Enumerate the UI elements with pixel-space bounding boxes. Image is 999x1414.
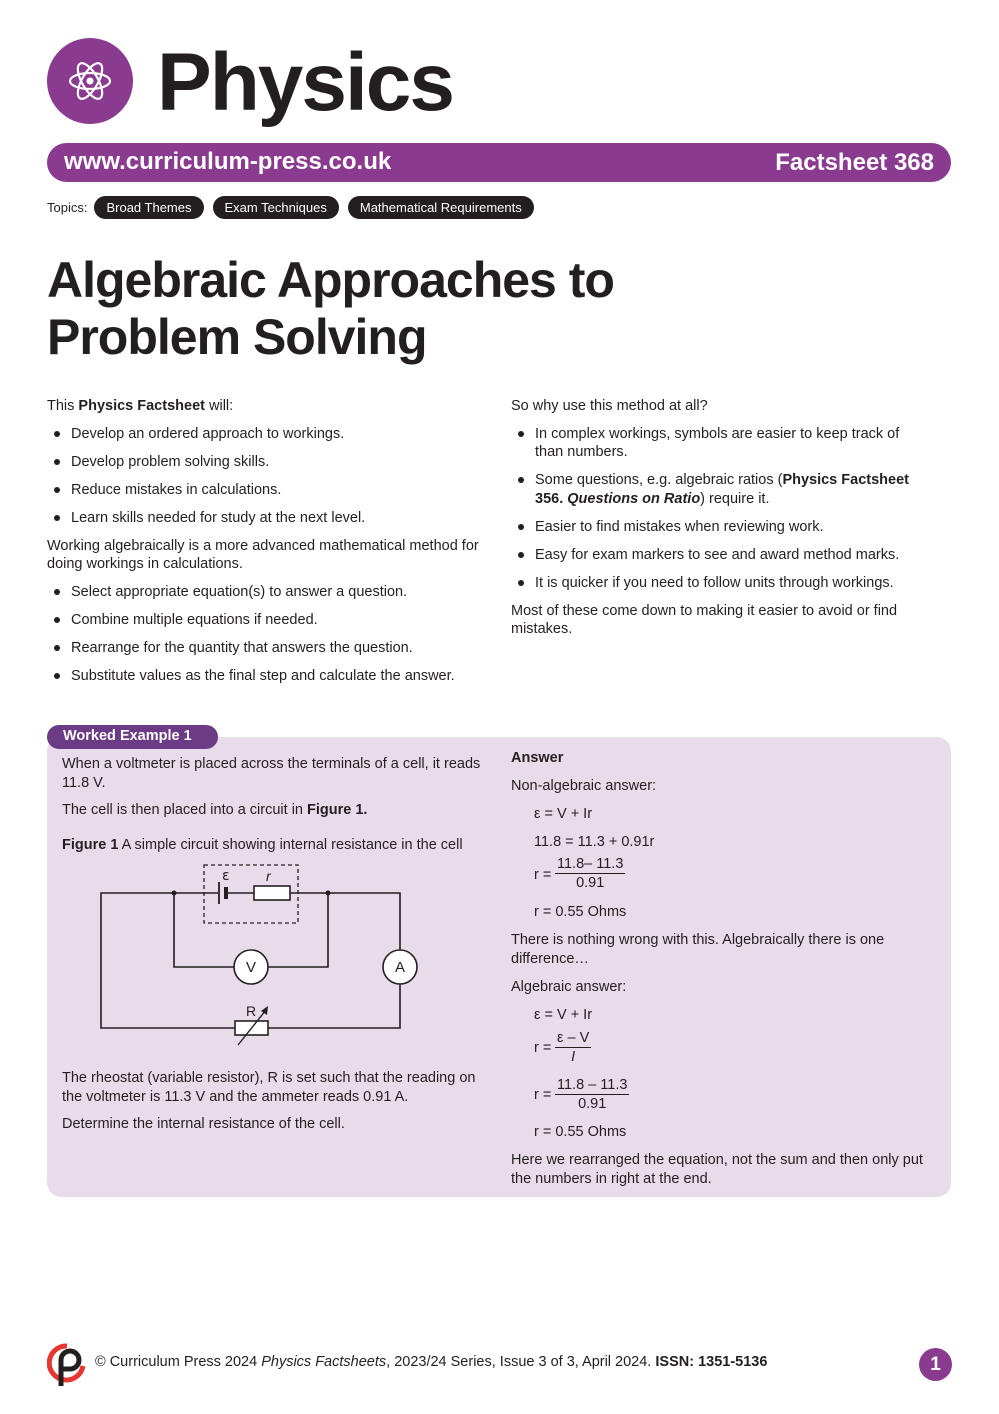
list-item: Easier to find mistakes when reviewing work.: [511, 518, 931, 537]
topic-pill[interactable]: Exam Techniques: [213, 196, 339, 219]
list-item: It is quicker if you need to follow units through workings.: [511, 574, 931, 593]
subject-title: Physics: [157, 37, 453, 128]
fraction-numerator: 11.8 – 11.3: [557, 1077, 628, 1093]
list-item: Substitute values as the final step and calculate the answer.: [47, 667, 492, 686]
list-item: Some questions, e.g. algebraic ratios (Physics Factsheet 356. Questions on Ratio) require it.: [511, 471, 931, 508]
list-item: Learn skills needed for study at the next level.: [47, 509, 492, 528]
intro-lead: This Physics Factsheet will:: [47, 398, 234, 414]
equation-1: ε = V + Ir: [534, 806, 593, 822]
emf-label: ε: [222, 868, 230, 884]
equation-3-lhs: r =: [534, 867, 552, 883]
nonalgebraic-label: Non-algebraic answer:: [511, 778, 657, 794]
worked-example-task: [62, 1069, 492, 1143]
list-item: Easy for exam markers to see and award method marks.: [511, 546, 931, 565]
comment-paragraph: There is nothing wrong with this. Algebraically there is one difference…: [511, 932, 885, 967]
physics-logo: [47, 38, 133, 124]
fraction-denominator: 0.91: [576, 875, 605, 891]
list-item: In complex workings, symbols are easier to keep track of than numbers.: [511, 425, 931, 462]
fraction-numerator: ε – V: [557, 1030, 590, 1046]
aims-list: [47, 425, 492, 528]
equation-6-lhs: r =: [534, 1040, 552, 1056]
list-item: Select appropriate equation(s) to answer a question.: [47, 583, 492, 602]
rheostat-label: R: [246, 1003, 257, 1019]
steps-list: [47, 583, 492, 686]
list-item: Develop an ordered approach to workings.: [47, 425, 492, 444]
worked-example-question: [62, 755, 492, 863]
equation-5: ε = V + Ir: [534, 1007, 593, 1023]
equation-7-fraction: [555, 1077, 629, 1112]
equation-8: r = 0.55 Ohms: [534, 1124, 627, 1140]
header-band: [47, 143, 951, 182]
website-link[interactable]: www.curriculum-press.co.uk: [64, 148, 392, 175]
equation-3-fraction: [555, 856, 625, 891]
topics-label: Topics:: [47, 200, 88, 215]
ammeter-label: A: [394, 959, 406, 976]
worked-example-tab: Worked Example 1: [47, 725, 218, 749]
equation-2: 11.8 = 11.3 + 0.91r: [534, 834, 655, 850]
figure-caption: Figure 1 A simple circuit showing internal resistance in the cell: [62, 836, 463, 853]
list-item: Reduce mistakes in calculations.: [47, 481, 492, 500]
intro-left-column: [47, 397, 492, 695]
factsheet-number: Factsheet 368: [775, 149, 934, 176]
topic-pill[interactable]: Mathematical Requirements: [348, 196, 534, 219]
internal-r-label: r: [266, 868, 271, 884]
internal-resistor: [254, 886, 290, 900]
atom-icon: [66, 57, 114, 105]
answer-heading: Answer: [511, 750, 564, 766]
fraction-denominator: I: [571, 1049, 576, 1065]
equation-7-lhs: r =: [534, 1087, 552, 1103]
page-number: 1: [919, 1348, 952, 1381]
algebraic-label: Algebraic answer:: [511, 979, 627, 995]
equation-4: r = 0.55 Ohms: [534, 904, 627, 920]
curriculum-press-logo: [47, 1342, 87, 1388]
question-paragraph-4: Determine the internal resistance of the cell.: [62, 1116, 345, 1132]
topics-row: [47, 195, 543, 220]
intro-right-column: [511, 397, 931, 648]
fraction-denominator: 0.91: [578, 1096, 607, 1112]
method-paragraph: Working algebraically is a more advanced mathematical method for doing workings in calculations.: [47, 537, 479, 572]
title-line-1: Algebraic Approaches to: [47, 252, 614, 308]
conclusion-paragraph: Most of these come down to making it easier to avoid or find mistakes.: [511, 602, 898, 637]
closing-paragraph: Here we rearranged the equation, not the sum and then only put the numbers in right at the end.: [511, 1152, 923, 1187]
circuit-diagram: [90, 860, 420, 1050]
fraction-numerator: 11.8– 11.3: [557, 856, 624, 872]
footer-copyright: © Curriculum Press 2024 Physics Factsheets, 2023/24 Series, Issue 3 of 3, April 2024. ISSN: 1351-5136: [95, 1354, 768, 1370]
topic-pill[interactable]: Broad Themes: [94, 196, 203, 219]
page-title: [47, 252, 614, 366]
question-paragraph-3: The rheostat (variable resistor), R is set such that the reading on the voltmeter is 11.3 V and the ammeter reads 0.91 A.: [62, 1070, 476, 1105]
question-paragraph-2: The cell is then placed into a circuit in Figure 1.: [62, 802, 368, 818]
title-line-2: Problem Solving: [47, 309, 427, 365]
reasons-list: [511, 425, 931, 593]
equation-6-fraction: [555, 1030, 591, 1065]
list-item: Rearrange for the quantity that answers the question.: [47, 639, 492, 658]
list-item: Develop problem solving skills.: [47, 453, 492, 472]
question-paragraph-1: When a voltmeter is placed across the terminals of a cell, it reads 11.8 V.: [62, 756, 481, 791]
why-question: So why use this method at all?: [511, 398, 708, 414]
voltmeter-label: V: [245, 959, 257, 976]
list-item: Combine multiple equations if needed.: [47, 611, 492, 630]
